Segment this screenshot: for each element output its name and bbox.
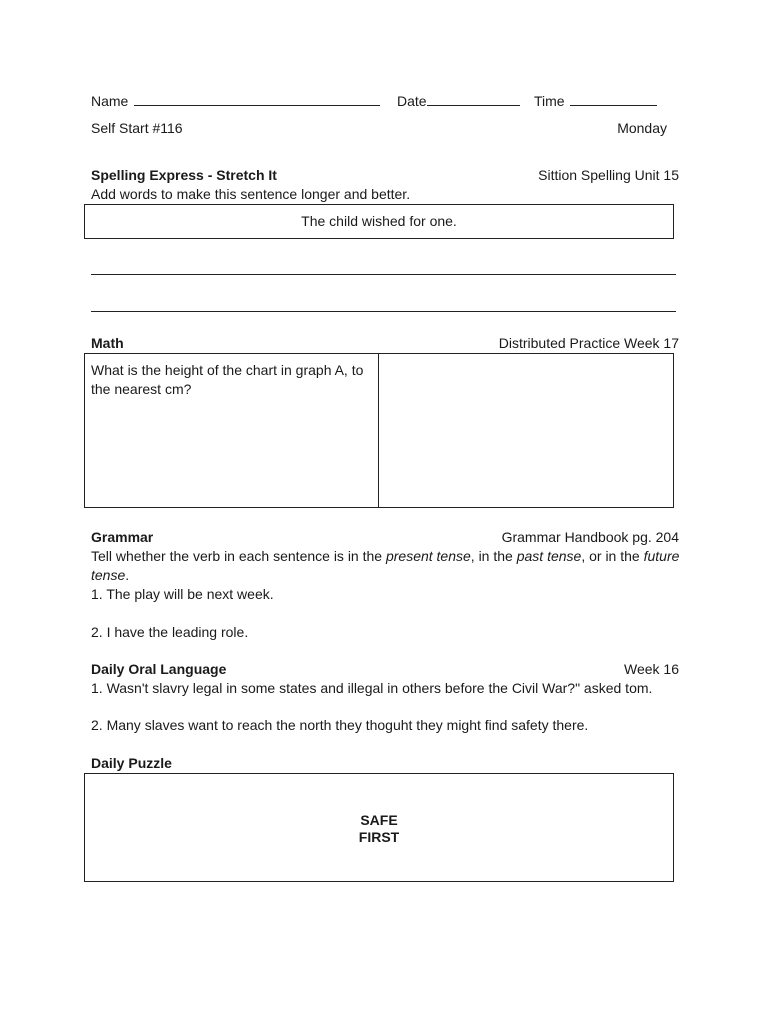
math-title: Math xyxy=(91,335,124,351)
grammar-source: Grammar Handbook pg. 204 xyxy=(501,529,679,545)
name-field[interactable] xyxy=(91,93,380,110)
answer-line-1[interactable] xyxy=(91,274,676,275)
name-label: Name xyxy=(91,93,129,109)
dol-source: Week 16 xyxy=(624,661,679,677)
math-work-box[interactable] xyxy=(378,353,674,508)
puzzle-word-1: SAFE xyxy=(360,812,398,828)
math-source: Distributed Practice Week 17 xyxy=(498,335,679,351)
future-term: future xyxy=(643,548,680,564)
tense-term: tense xyxy=(91,567,126,583)
spelling-sentence-box xyxy=(84,204,674,239)
past-tense-term: past tense xyxy=(516,548,582,564)
grammar-instr-text: Tell whether the verb in each sentence is in the xyxy=(91,548,386,564)
self-start-number: Self Start #116 xyxy=(91,120,183,136)
name-blank[interactable] xyxy=(134,93,380,106)
grammar-item-2: 2. I have the leading role. xyxy=(91,624,249,640)
date-label: Date xyxy=(397,93,427,109)
puzzle-word-2: FIRST xyxy=(358,829,400,845)
math-question-box xyxy=(84,353,379,508)
grammar-instruction-cont xyxy=(91,567,129,584)
spelling-sentence: The child wished for one. xyxy=(301,213,457,229)
answer-line-2[interactable] xyxy=(91,311,676,312)
time-label: Time xyxy=(534,93,565,109)
date-field[interactable] xyxy=(397,93,520,110)
dol-item-1: 1. Wasn't slavry legal in some states and illegal in others before the Civil War?" asked tom. xyxy=(91,680,653,696)
puzzle-box xyxy=(84,773,674,882)
grammar-instr-text: . xyxy=(125,567,130,583)
spelling-title: Spelling Express - Stretch It xyxy=(91,167,277,183)
puzzle-title: Daily Puzzle xyxy=(91,755,172,771)
spelling-source: Sittion Spelling Unit 15 xyxy=(538,167,679,183)
date-blank[interactable] xyxy=(427,93,520,106)
grammar-instruction xyxy=(91,548,679,565)
dol-title: Daily Oral Language xyxy=(91,661,227,677)
spelling-instruction: Add words to make this sentence longer and better. xyxy=(91,186,411,202)
time-blank[interactable] xyxy=(570,93,657,106)
present-tense-term: present tense xyxy=(385,548,471,564)
grammar-item-1: 1. The play will be next week. xyxy=(91,586,274,602)
dol-item-2: 2. Many slaves want to reach the north they thoguht they might find safety there. xyxy=(91,717,589,733)
math-question-line-1: What is the height of the chart in graph A, to xyxy=(91,362,364,378)
day-label: Monday xyxy=(617,120,667,136)
time-field[interactable] xyxy=(534,93,657,110)
grammar-instr-text: , or in the xyxy=(581,548,644,564)
grammar-instr-text: , in the xyxy=(470,548,517,564)
grammar-title: Grammar xyxy=(91,529,154,545)
math-question-line-2: the nearest cm? xyxy=(91,381,192,397)
